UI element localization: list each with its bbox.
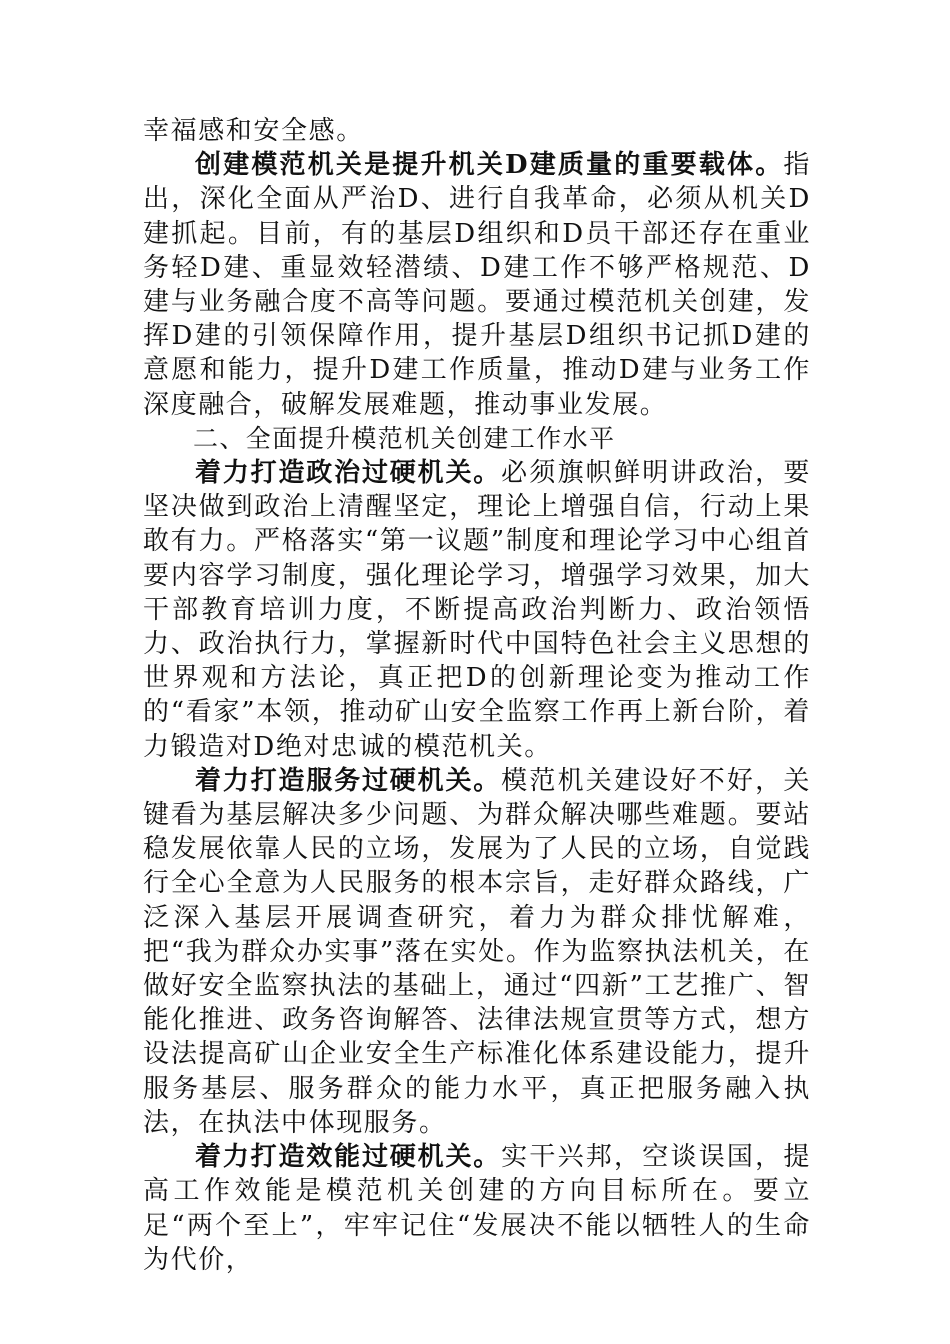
paragraph bbox=[143, 148, 811, 422]
paragraph bbox=[143, 1140, 811, 1277]
paragraph-text: 幸福感和安全感。 bbox=[143, 116, 364, 146]
section-heading: 二、全面提升模范机关创建工作水平 bbox=[193, 423, 616, 453]
paragraph-lead: 着力打造服务过硬机关。 bbox=[195, 765, 502, 796]
paragraph bbox=[143, 456, 811, 764]
paragraph-lead: 着力打造效能过硬机关。 bbox=[195, 1142, 502, 1173]
paragraph-text: 实干兴邦，空谈误国，提高工作效能是模范机关创建的方向目标所在。要立足“两个至上”，牢牢记住“发展决不能以牺牲人的生命为代价， bbox=[143, 1142, 811, 1275]
paragraph bbox=[143, 764, 811, 1140]
paragraph-text: 指出，深化全面从严治D、进行自我革命，必须从机关D建抓起。目前，有的基层D组织和D员干部还存在重业务轻D建、重显效轻潜绩、D建工作不够严格规范、D建与业务融合度不高等问题。要通过模范机关创建，发挥D建的引领保障作用，提升基层D组织书记抓D建的意愿和能力，提升D建工作质量，推动D建与业务工作深度融合，破解发展难题，推动事业发展。 bbox=[143, 150, 811, 420]
paragraph bbox=[143, 114, 811, 148]
document-body bbox=[143, 114, 811, 1277]
paragraph-lead: 着力打造政治过硬机关。 bbox=[195, 458, 502, 489]
paragraph-lead: 创建模范机关是提升机关D建质量的重要载体。 bbox=[195, 150, 784, 181]
paragraph-text: 模范机关建设好不好，关键看为基层解决多少问题、为群众解决哪些难题。要站稳发展依靠人民的立场，发展为了人民的立场，自觉践行全心全意为人民服务的根本宗旨，走好群众路线，广泛深入基层开展调查研究，着力为群众排忧解难，把“我为群众办实事”落在实处。作为监察执法机关，在做好安全监察执法的基础上，通过“四新”工艺推广、智能化推进、政务咨询解答、法律法规宣贯等方式，想方设法提高矿山企业安全生产标准化体系建设能力，提升服务基层、服务群众的能力水平，真正把服务融入执法，在执法中体现服务。 bbox=[143, 765, 811, 1138]
paragraph-text: 必须旗帜鲜明讲政治，要坚决做到政治上清醒坚定，理论上增强自信，行动上果敢有力。严格落实“第一议题”制度和理论学习中心组首要内容学习制度，强化理论学习，增强学习效果，加大干部教育培训力度，不断提高政治判断力、政治领悟力、政治执行力，掌握新时代中国特色社会主义思想的世界观和方法论，真正把D的创新理论变为推动工作的“看家”本领，推动矿山安全监察工作再上新台阶，着力锻造对D绝对忠诚的模范机关。 bbox=[143, 458, 811, 762]
